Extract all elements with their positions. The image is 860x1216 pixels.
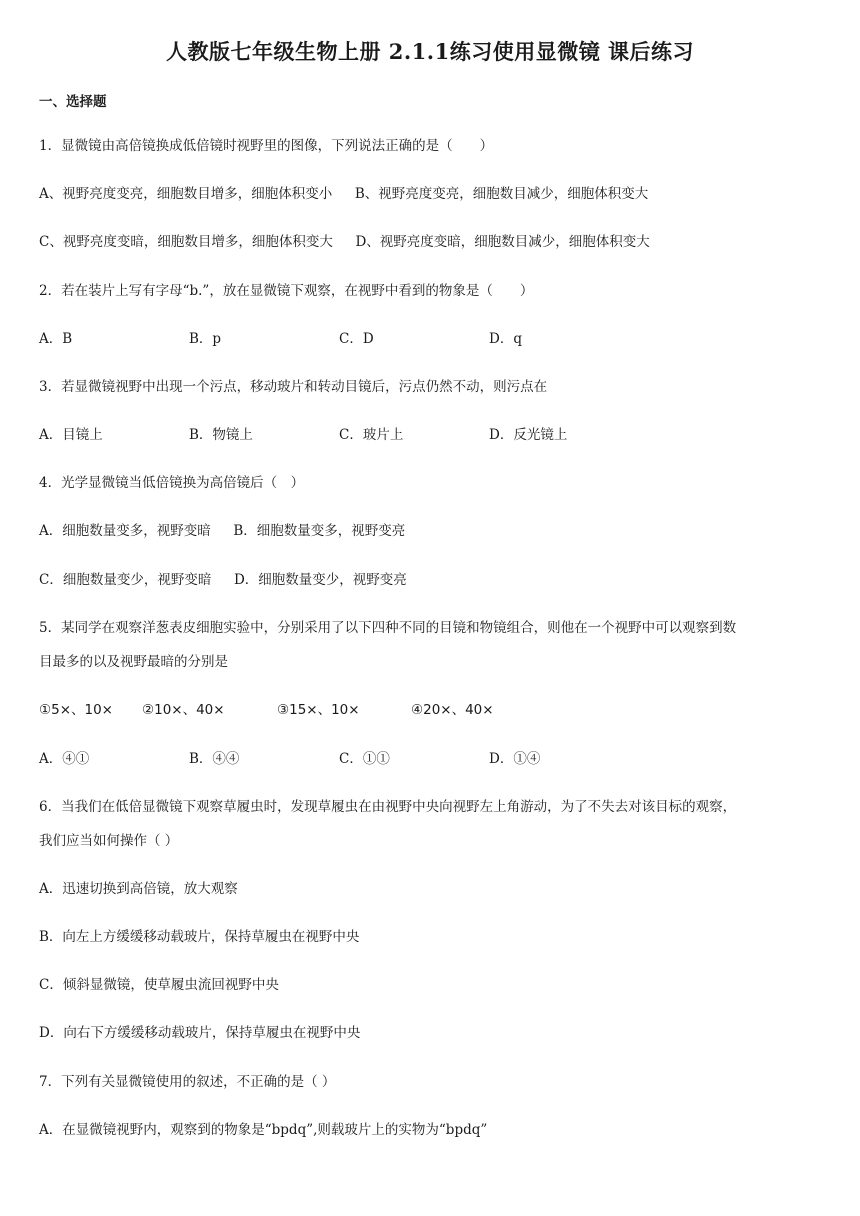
question-5-stem-line-2: 目最多的以及视野最暗的分别是 [39,654,228,670]
question-1-option-a: A、视野亮度变亮，细胞数目增多，细胞体积变小 [39,186,333,202]
question-5-combo-4: ④20×、40× [411,702,494,718]
question-5-combo-1: ①5×、10× [39,702,113,718]
question-4-options-row-2 [39,570,407,590]
question-2-option-b: B．p [189,331,222,347]
question-7-option-a: A．在显微镜视野内，观察到的物象是“bpdq”,则载玻片上的实物为“bpdq” [39,1122,488,1138]
question-3-option-c: C．玻片上 [339,427,404,443]
section-heading: 一、选择题 [39,94,107,110]
question-6-stem-line-2: 我们应当如何操作（ ） [39,833,179,849]
question-5-option-d: D．①④ [489,751,541,767]
question-3-stem: 3．若显微镜视野中出现一个污点，移动玻片和转动目镜后，污点仍然不动，则污点在 [39,379,548,395]
question-2-option-d: D．q [489,331,522,347]
question-1-option-d: D、视野亮度变暗，细胞数目减少，细胞体积变大 [355,234,650,250]
question-5-option-c: C．①① [339,751,390,767]
question-2-option-c: C．D [339,331,374,347]
question-1-options-row-1 [39,184,648,204]
question-5-options [39,749,829,769]
question-6-stem-line-1: 6．当我们在低倍显微镜下观察草履虫时，发现草履虫在由视野中央向视野左上角游动，为了不失去对该目标的观察， [39,799,737,815]
question-3-option-d: D．反光镜上 [489,427,568,443]
question-2-stem: 2．若在装片上写有字母“b.”，放在显微镜下观察，在视野中看到的物象是（ ） [39,283,534,299]
question-5-stem-line-1: 5．某同学在观察洋葱表皮细胞实验中，分别采用了以下四种不同的目镜和物镜组合，则他在一个视野中可以观察到数 [39,620,737,636]
question-1-option-b: B、视野亮度变亮，细胞数目减少，细胞体积变大 [354,186,649,202]
question-1-stem: 1．显微镜由高倍镜换成低倍镜时视野里的图像，下列说法正确的是（ ） [39,138,494,154]
question-6-option-a: A．迅速切换到高倍镜，放大观察 [39,881,238,897]
question-1-option-c: C、视野亮度变暗，细胞数目增多，细胞体积变大 [39,234,333,250]
question-5-combo-2: ②10×、40× [142,702,225,718]
question-5-option-a: A．④① [39,751,90,767]
question-7-stem: 7．下列有关显微镜使用的叙述，不正确的是（ ） [39,1074,336,1090]
question-3-options [39,425,829,445]
question-6-option-c: C．倾斜显微镜，使草履虫流回视野中央 [39,977,279,993]
question-2-option-a: A．B [39,331,73,347]
question-4-option-c: C．细胞数量变少，视野变暗 [39,572,212,588]
question-4-option-d: D．细胞数量变少，视野变亮 [233,572,407,588]
question-3-option-a: A．目镜上 [39,427,103,443]
question-6-option-d: D．向右下方缓缓移动载玻片，保持草履虫在视野中央 [39,1025,361,1041]
question-4-stem: 4．光学显微镜当低倍镜换为高倍镜后（ ） [39,475,305,491]
question-6-option-b: B．向左上方缓缓移动载玻片，保持草履虫在视野中央 [39,929,360,945]
question-4-options-row-1 [39,521,405,541]
question-5-option-b: B．④④ [189,751,240,767]
page-title: 人教版七年级生物上册 2.1.1练习使用显微镜 课后练习 [165,39,695,64]
question-4-option-a: A．细胞数量变多，视野变暗 [39,523,211,539]
question-3-option-b: B．物镜上 [189,427,253,443]
question-2-options [39,329,829,349]
question-4-option-b: B．细胞数量变多，视野变亮 [233,523,406,539]
question-5-combos [39,700,829,720]
question-5-combo-3: ③15×、10× [277,702,360,718]
question-1-options-row-2 [39,232,650,252]
